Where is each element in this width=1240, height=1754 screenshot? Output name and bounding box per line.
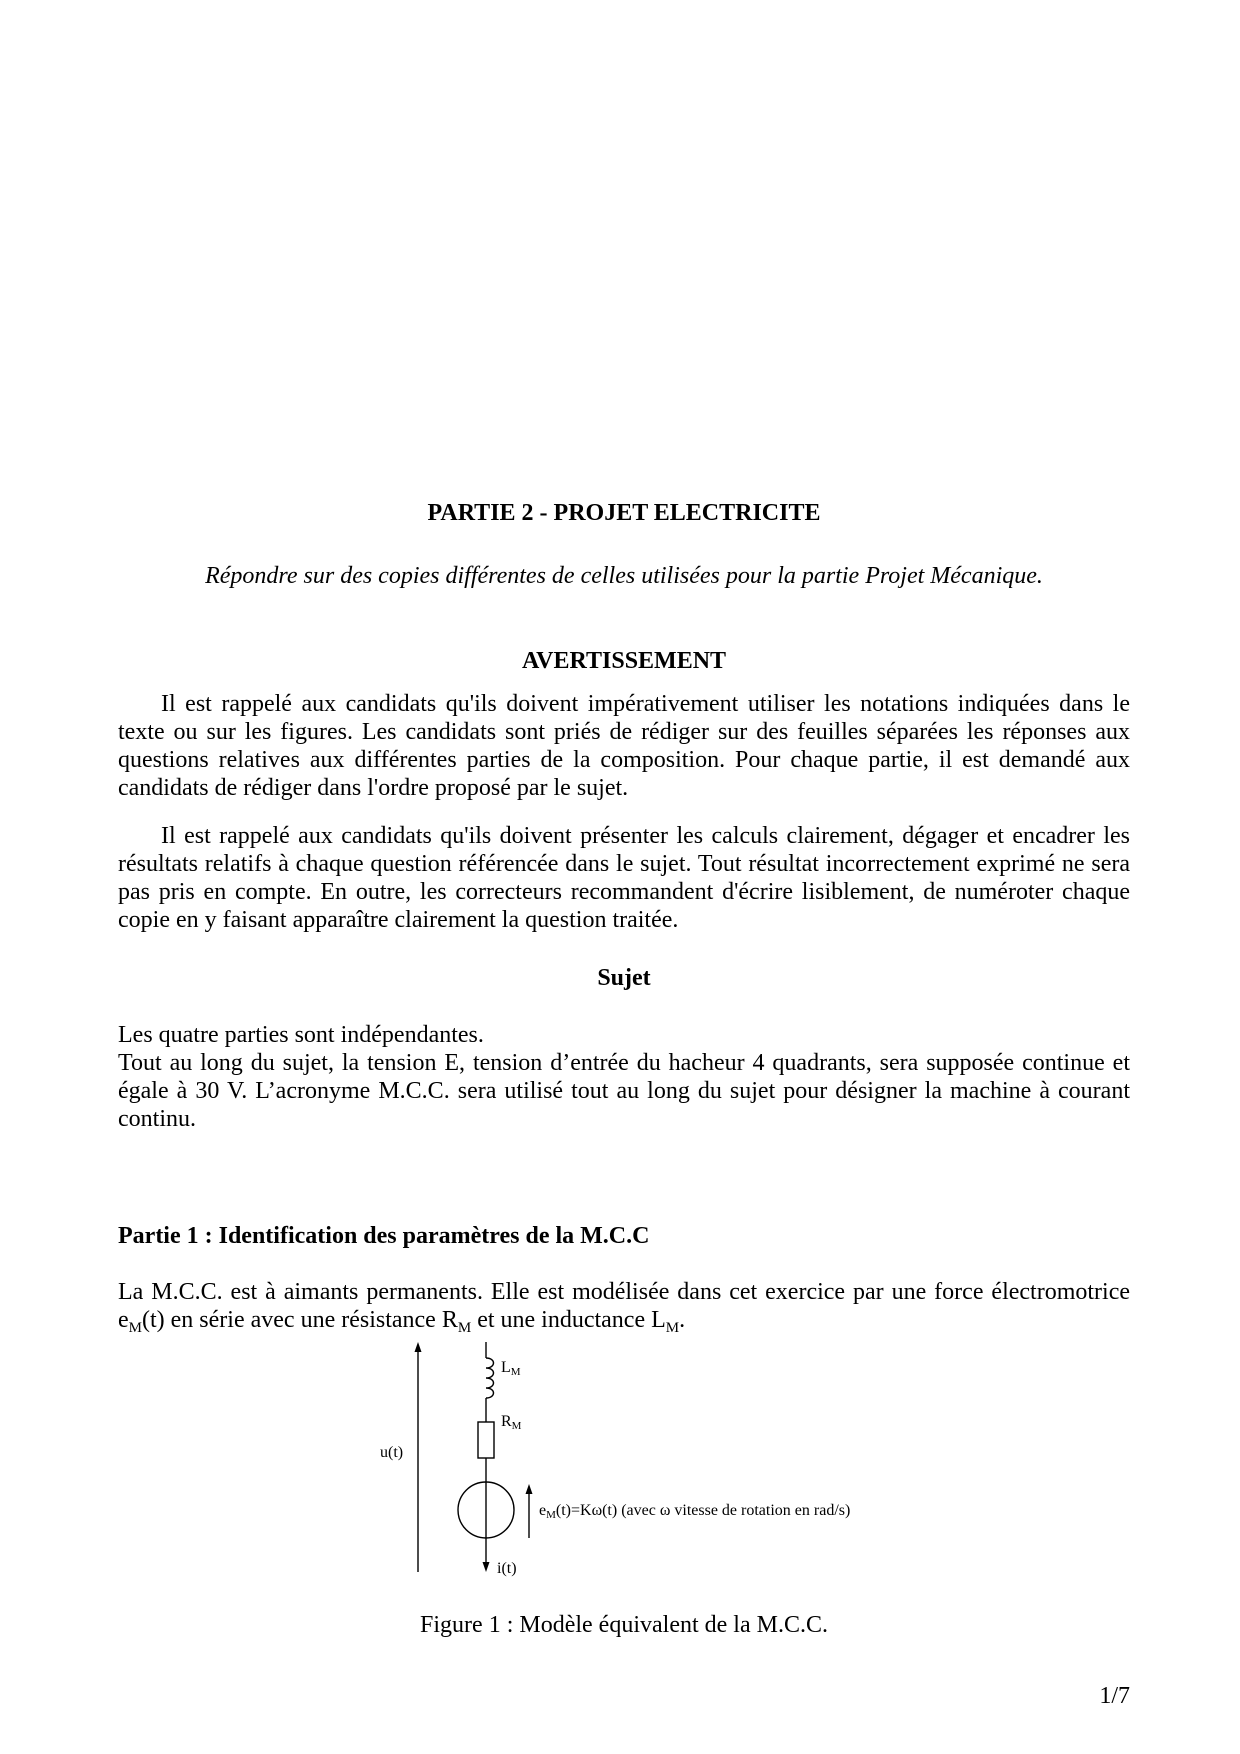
emf-label <box>539 1502 850 1520</box>
page-number: 1/7 <box>1099 1683 1130 1709</box>
inductor-label <box>501 1359 521 1377</box>
resistor-label-sub: M <box>511 1420 522 1432</box>
instruction-subtitle: Répondre sur des copies différentes de celles utilisées pour la partie Projet Mécanique. <box>205 563 1043 589</box>
avertissement-heading: AVERTISSEMENT <box>521 648 727 674</box>
current-label: i(t) <box>497 1560 517 1577</box>
partie-1-sub-c: M <box>665 1320 680 1336</box>
inductor-label-sub: M <box>510 1366 521 1378</box>
page-title: PARTIE 2 - PROJET ELECTRICITE <box>427 500 821 526</box>
resistor-label-text: R <box>501 1413 512 1430</box>
circuit-figure <box>360 1332 900 1592</box>
partie-1-text-b: (t) en série avec une résistance R <box>142 1307 458 1333</box>
avertissement-paragraph-2: Il est rappelé aux candidats qu'ils doivent présenter les calculs clairement, dégager et encadrer les résultats relatifs à chaque question référencée dans le sujet. Tout résultat incorrectement exprimé ne sera pas pris en compte. En outre, les correcteurs recommandent d'écrire lisiblement, de numéroter chaque copie en y faisant apparaître clairement la question traitée. <box>118 823 1130 933</box>
emf-label-rest: (t)=Kω(t) (avec ω vitesse de rotation en rad/s) <box>555 1502 851 1519</box>
voltage-arrow-head <box>415 1342 422 1352</box>
sujet-line-1: Les quatre parties sont indépendantes. <box>118 1022 484 1048</box>
partie-1-text-c: et une inductance L <box>471 1307 666 1333</box>
emf-label-text: e <box>539 1502 547 1519</box>
partie-1-sub-a: M <box>128 1320 142 1336</box>
voltage-label: u(t) <box>380 1444 404 1461</box>
emf-arrow-head <box>526 1484 533 1494</box>
partie-1-text-a: La M.C.C. est à aimants permanents. Elle est modélisée dans cet exercice par une force électromotrice e <box>118 1279 1130 1333</box>
partie-1-text-d: . <box>679 1307 686 1333</box>
circuit-diagram <box>360 1332 900 1592</box>
partie-1-heading: Partie 1 : Identification des paramètres de la M.C.C <box>118 1223 650 1249</box>
avertissement-paragraph-1: Il est rappelé aux candidats qu'ils doivent impérativement utiliser les notations indiquées dans le texte ou sur les figures. Les candidats sont priés de rédiger sur des feuilles séparées les réponses aux questions relatives aux différentes parties de la composition. Pour chaque partie, il est demandé aux candidats de rédiger dans l'ordre proposé par le sujet. <box>118 691 1130 801</box>
figure-caption: Figure 1 : Modèle équivalent de la M.C.C. <box>420 1612 828 1638</box>
partie-1-sub-b: M <box>457 1320 472 1336</box>
sujet-heading: Sujet <box>597 965 651 991</box>
inductor-label-text: L <box>501 1359 511 1376</box>
resistor-label <box>501 1413 521 1431</box>
partie-1-paragraph <box>118 1278 1130 1334</box>
sujet-paragraph: Tout au long du sujet, la tension E, tension d’entrée du hacheur 4 quadrants, sera supposée continue et égale à 30 V. L’acronyme M.C.C. sera utilisé tout au long du sujet pour désigner la machine à courant continu. <box>118 1050 1130 1132</box>
inductor-symbol <box>486 1358 494 1398</box>
emf-label-sub: M <box>546 1509 556 1521</box>
current-arrow-head <box>483 1562 490 1572</box>
resistor-symbol <box>478 1422 494 1458</box>
